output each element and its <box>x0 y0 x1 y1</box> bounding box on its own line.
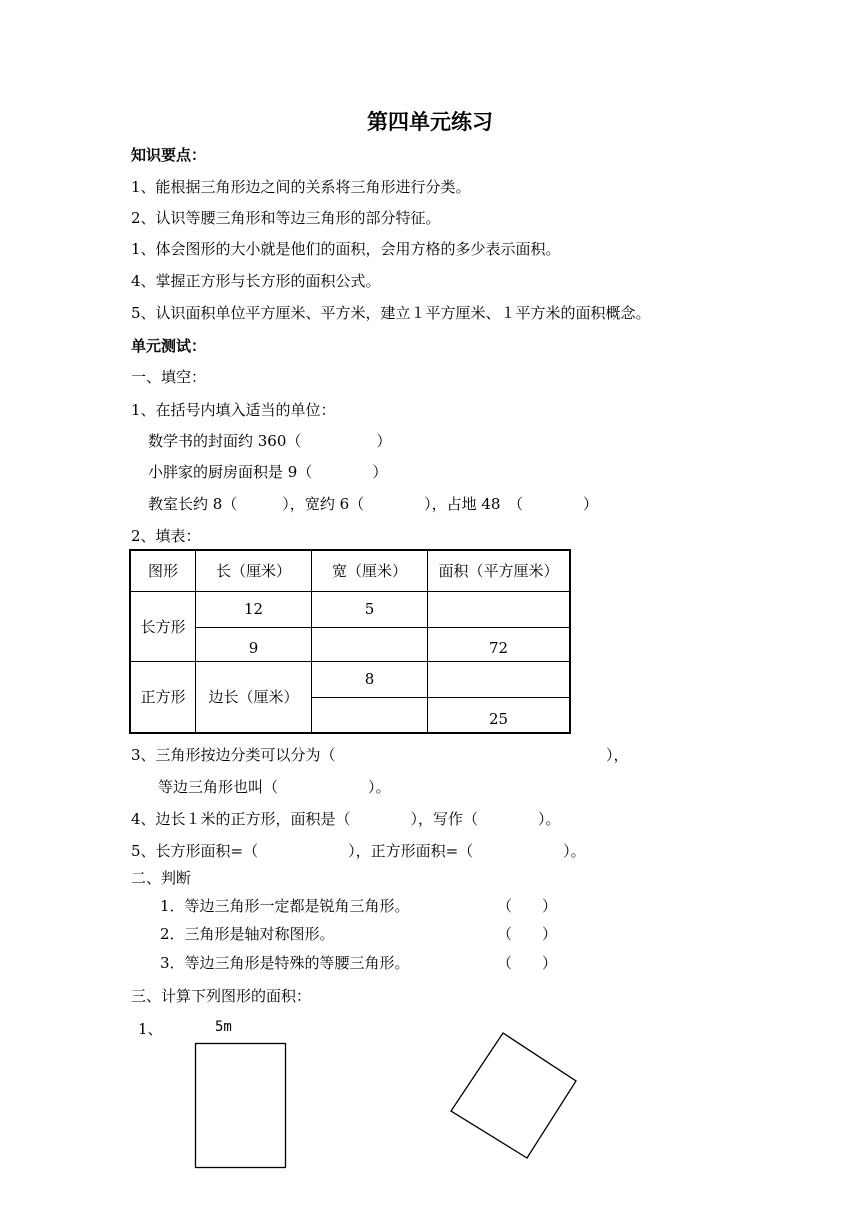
table-header: 宽（厘米） <box>312 550 428 591</box>
knowledge-item: 2、认识等腰三角形和等边三角形的部分特征。 <box>131 209 441 227</box>
question-1-line: 小胖家的厨房面积是 9（ ） <box>148 463 388 481</box>
table-header: 面积（平方厘米） <box>428 550 571 591</box>
row-label-rectangle: 长方形 <box>130 591 196 661</box>
judge-item: 2．三角形是轴对称图形。 <box>160 925 335 943</box>
knowledge-item: 5、认识面积单位平方厘米、平方米，建立１平方厘米、１平方米的面积概念。 <box>131 304 651 322</box>
knowledge-item: 1、能根据三角形边之间的关系将三角形进行分类。 <box>131 178 471 196</box>
judge-bracket: （ ） <box>497 954 558 972</box>
page-title: 第四单元练习 <box>367 110 493 134</box>
judge-item: 1．等边三角形一定都是锐角三角形。 <box>160 897 410 915</box>
table-cell: 8 <box>312 661 428 697</box>
question-3-line: 等边三角形也叫（ ）。 <box>158 778 391 796</box>
table-header: 长（厘米） <box>196 550 312 591</box>
knowledge-item: 4、掌握正方形与长方形的面积公式。 <box>131 272 381 290</box>
figure-1-number: 1、 <box>138 1020 163 1038</box>
knowledge-item: 1、体会图形的大小就是他们的面积，会用方格的多少表示面积。 <box>131 240 561 258</box>
question-3-line-end: ）， <box>606 746 629 764</box>
section-fill-blank: 一、填空： <box>131 368 207 386</box>
table-cell: 72 <box>428 627 571 661</box>
rotated-square-figure <box>451 1033 576 1158</box>
question-1-line: 教室长约 8（ ），宽约 6（ ），占地 48 （ ） <box>148 495 598 513</box>
question-1-line: 数学书的封面约 360（ ） <box>148 432 392 450</box>
question-1-label: 1、在括号内填入适当的单位： <box>131 401 336 419</box>
question-2-label: 2、填表： <box>131 527 201 545</box>
table-cell: 25 <box>428 697 571 733</box>
table-cell: 12 <box>196 591 312 627</box>
side-length-label: 边长（厘米） <box>196 661 312 733</box>
question-4: 4、边长１米的正方形，面积是（ ），写作（ ）。 <box>131 810 561 828</box>
judge-bracket: （ ） <box>497 897 558 915</box>
figure-1-width-label: 5m <box>215 1019 232 1035</box>
knowledge-heading: 知识要点： <box>131 146 207 164</box>
table-header: 图形 <box>130 550 196 591</box>
rectangle-figure <box>196 1044 286 1168</box>
question-3-line: 3、三角形按边分类可以分为（ <box>131 746 336 764</box>
row-label-square: 正方形 <box>130 661 196 733</box>
question-5: 5、长方形面积=（ ），正方形面积=（ ）。 <box>131 842 586 860</box>
table-cell: 9 <box>196 627 312 661</box>
section-area: 三、计算下列图形的面积： <box>131 987 312 1005</box>
judge-item: 3．等边三角形是特殊的等腰三角形。 <box>160 954 410 972</box>
judge-bracket: （ ） <box>497 925 558 943</box>
table-cell: 5 <box>312 591 428 627</box>
test-heading: 单元测试： <box>131 337 207 355</box>
section-judge: 二、判断 <box>131 869 192 887</box>
